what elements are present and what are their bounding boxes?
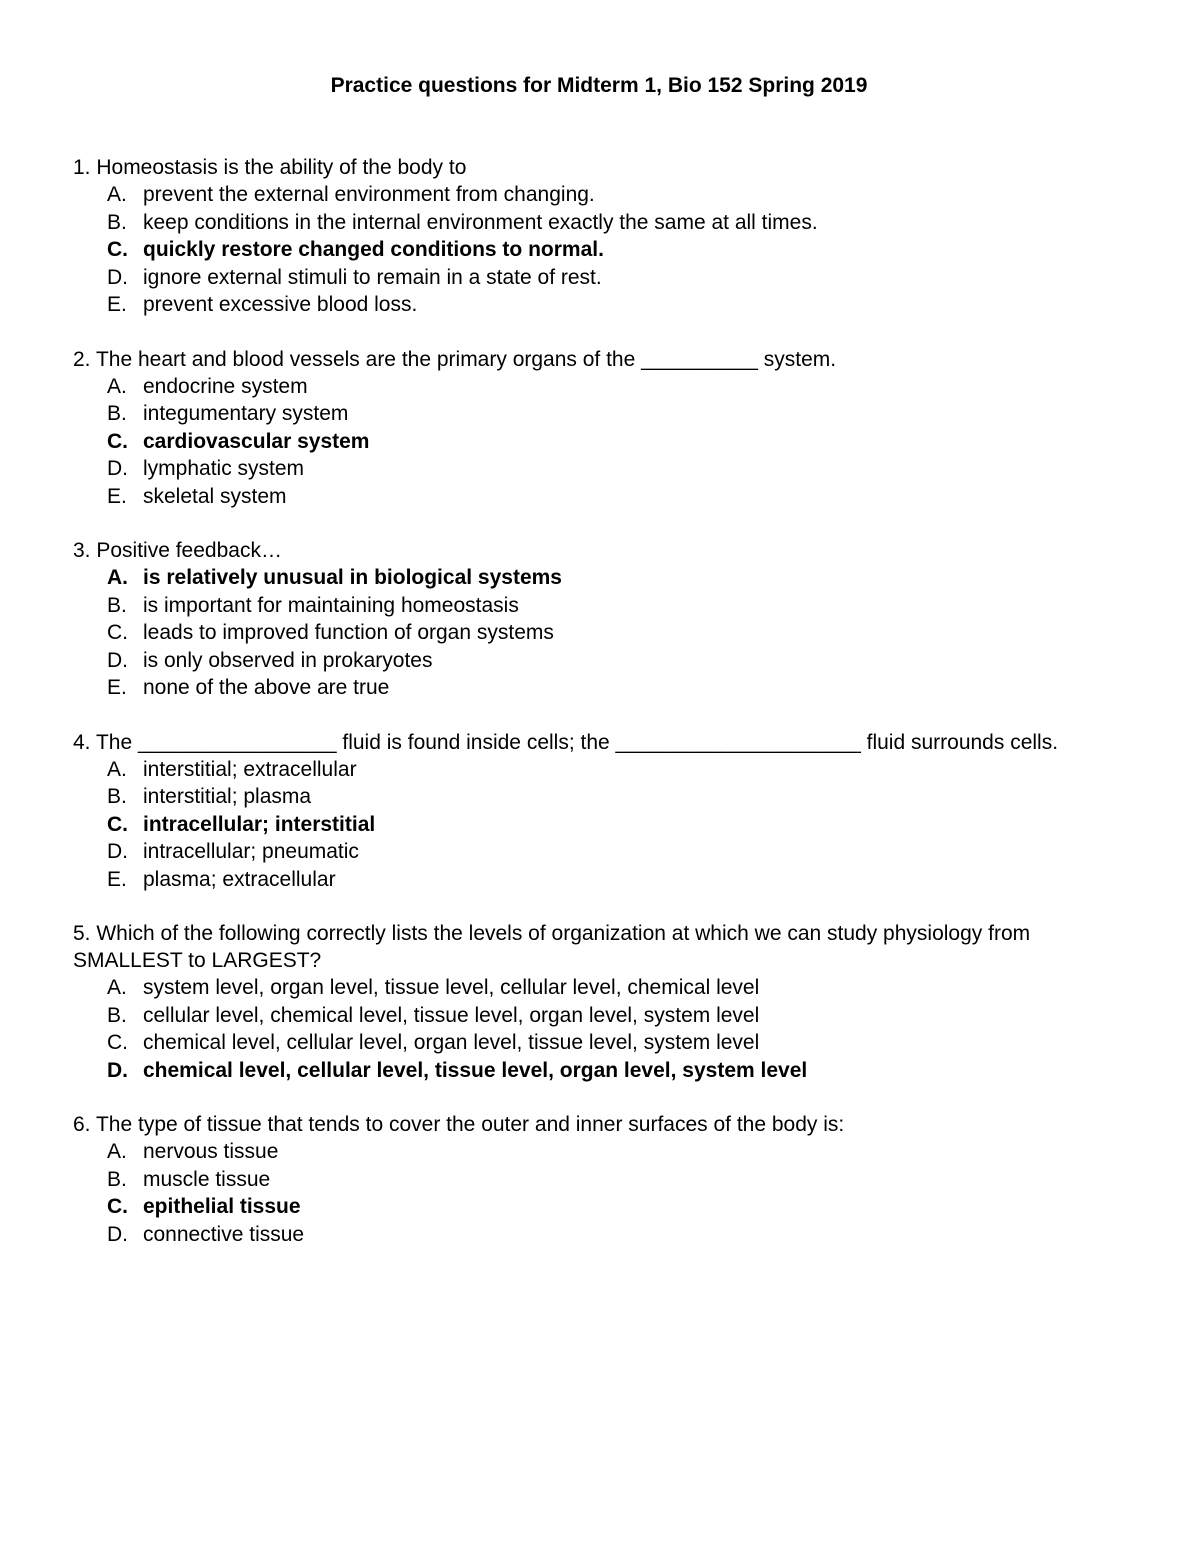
answer-option	[107, 866, 1123, 894]
answer-option-correct	[107, 811, 1123, 839]
option-text: plasma; extracellular	[143, 867, 336, 891]
option-text: intracellular; interstitial	[143, 812, 376, 836]
answer-option-correct	[107, 1057, 1123, 1085]
answer-options	[73, 181, 1123, 319]
option-letter: D.	[107, 265, 128, 289]
answer-option	[107, 756, 1123, 784]
option-text: system level, organ level, tissue level, cellular level, chemical level	[143, 976, 760, 999]
option-letter: D.	[107, 648, 128, 672]
option-letter: D.	[107, 1058, 128, 1082]
document-title: Practice questions for Midterm 1, Bio 152 Spring 2019	[330, 74, 868, 97]
option-text: none of the above are true	[143, 676, 390, 699]
answer-option	[107, 619, 1123, 647]
answer-option	[107, 1221, 1123, 1249]
option-letter: A.	[107, 1140, 127, 1163]
option-text: endocrine system	[143, 374, 308, 398]
option-text: skeletal system	[143, 484, 287, 508]
answer-option	[107, 455, 1123, 483]
option-letter: C.	[107, 238, 128, 261]
question-stem: 5. Which of the following correctly lists the levels of organization at which we can study physiology from SMALLEST to LARGEST?	[73, 922, 1031, 972]
option-letter: C.	[107, 1195, 128, 1218]
option-text: intracellular; pneumatic	[143, 840, 359, 863]
option-letter: A.	[107, 183, 127, 206]
option-letter: B.	[107, 785, 127, 808]
answer-option-correct	[107, 564, 1123, 592]
answer-options	[73, 373, 1123, 511]
option-text: prevent the external environment from changing.	[143, 183, 595, 206]
option-text: chemical level, cellular level, tissue level, organ level, system level	[143, 1058, 808, 1082]
option-text: ignore external stimuli to remain in a state of rest.	[143, 265, 602, 289]
question-stem: 4. The _________________ fluid is found inside cells; the _____________________ fluid surrounds cells.	[73, 730, 1059, 754]
option-letter: B.	[107, 1003, 127, 1027]
question-2	[73, 346, 1123, 511]
option-letter: A.	[107, 757, 127, 781]
answer-option	[107, 1029, 1123, 1057]
option-letter: C.	[107, 429, 128, 453]
option-letter: E.	[107, 484, 127, 508]
option-text: epithelial tissue	[143, 1195, 301, 1218]
question-5	[73, 920, 1123, 1084]
option-text: connective tissue	[143, 1222, 305, 1246]
option-letter: E.	[107, 293, 127, 316]
question-list	[73, 154, 1123, 1248]
option-letter: D.	[107, 1222, 128, 1246]
option-text: chemical level, cellular level, organ level, tissue level, system level	[143, 1031, 760, 1054]
option-text: quickly restore changed conditions to normal.	[143, 238, 604, 261]
option-letter: E.	[107, 867, 127, 891]
answer-option	[107, 783, 1123, 811]
answer-options	[73, 974, 1123, 1084]
answer-option	[107, 483, 1123, 511]
option-text: interstitial; extracellular	[143, 757, 357, 781]
answer-option	[107, 1002, 1123, 1030]
option-text: lymphatic system	[143, 457, 305, 480]
option-text: is important for maintaining homeostasis	[143, 593, 519, 617]
answer-option	[107, 974, 1123, 1002]
option-text: integumentary system	[143, 402, 349, 425]
answer-option	[107, 291, 1123, 319]
question-stem: 2. The heart and blood vessels are the primary organs of the __________ system.	[73, 347, 837, 371]
question-stem: 6. The type of tissue that tends to cover the outer and inner surfaces of the body is:	[73, 1113, 845, 1136]
answer-option	[107, 1138, 1123, 1166]
answer-option	[107, 1166, 1123, 1194]
option-letter: B.	[107, 1167, 127, 1191]
option-letter: A.	[107, 374, 127, 398]
answer-options	[73, 1138, 1123, 1248]
answer-option	[107, 373, 1123, 401]
option-text: nervous tissue	[143, 1140, 279, 1163]
question-4	[73, 729, 1123, 894]
question-3	[73, 537, 1123, 702]
option-letter: A.	[107, 566, 128, 589]
answer-option	[107, 838, 1123, 866]
option-letter: B.	[107, 402, 127, 425]
question-6	[73, 1111, 1123, 1248]
question-stem: 3. Positive feedback…	[73, 539, 282, 562]
option-text: cellular level, chemical level, tissue level, organ level, system level	[143, 1003, 760, 1027]
question-stem: 1. Homeostasis is the ability of the body to	[73, 156, 467, 179]
option-text: is only observed in prokaryotes	[143, 648, 433, 672]
answer-option	[107, 209, 1123, 237]
answer-option	[107, 400, 1123, 428]
answer-options	[73, 564, 1123, 702]
option-letter: A.	[107, 976, 127, 999]
option-text: prevent excessive blood loss.	[143, 293, 418, 316]
option-text: cardiovascular system	[143, 429, 370, 453]
answer-options	[73, 756, 1123, 894]
answer-option	[107, 592, 1123, 620]
answer-option-correct	[107, 428, 1123, 456]
option-letter: B.	[107, 593, 127, 617]
answer-option	[107, 647, 1123, 675]
answer-option	[107, 264, 1123, 292]
option-text: muscle tissue	[143, 1167, 271, 1191]
option-letter: B.	[107, 210, 127, 234]
answer-option	[107, 181, 1123, 209]
option-letter: C.	[107, 812, 128, 836]
option-text: keep conditions in the internal environment exactly the same at all times.	[143, 210, 818, 234]
option-letter: E.	[107, 676, 127, 699]
option-text: is relatively unusual in biological systems	[143, 566, 562, 589]
answer-option-correct	[107, 236, 1123, 264]
answer-option-correct	[107, 1193, 1123, 1221]
question-1	[73, 154, 1123, 319]
option-letter: D.	[107, 840, 128, 863]
option-letter: C.	[107, 1031, 128, 1054]
document-page	[73, 72, 1123, 1275]
answer-option	[107, 674, 1123, 702]
option-letter: D.	[107, 457, 128, 480]
option-text: leads to improved function of organ systems	[143, 621, 554, 644]
option-letter: C.	[107, 621, 128, 644]
option-text: interstitial; plasma	[143, 785, 312, 808]
